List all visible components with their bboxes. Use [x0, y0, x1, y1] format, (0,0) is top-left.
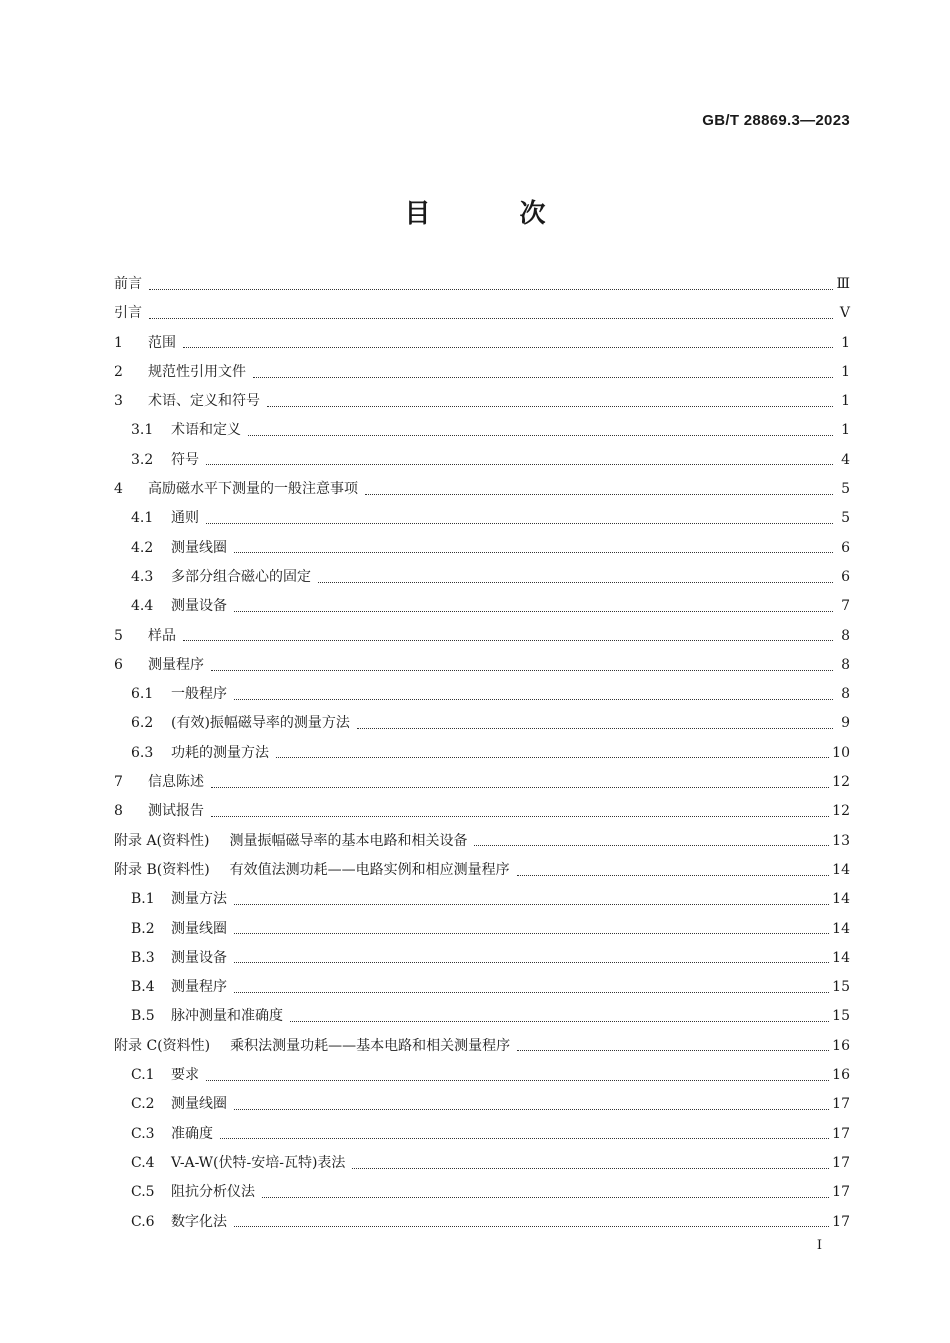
toc-entry-page: 9 — [841, 715, 850, 732]
leader-dots — [517, 868, 830, 876]
toc-entry-page: 13 — [832, 832, 850, 849]
toc-entry-label: 一般程序 — [171, 686, 227, 703]
toc-entry-page: 7 — [841, 598, 850, 615]
leader-dots — [365, 487, 833, 495]
toc-entry-label: 引言 — [114, 305, 142, 322]
leader-dots — [211, 809, 829, 817]
toc-entry[interactable] — [114, 1032, 850, 1061]
toc-entry-number: 6.3 — [131, 744, 154, 761]
toc-entry-label: 有效值法测功耗——电路实例和相应测量程序 — [229, 861, 510, 878]
toc-entry[interactable] — [114, 768, 850, 797]
toc-entry-page: 5 — [841, 481, 850, 498]
toc-entry-label: 样品 — [148, 627, 176, 644]
toc-entry-label: 准确度 — [171, 1125, 213, 1142]
toc-entry[interactable] — [114, 973, 850, 1002]
toc-entry-page: 8 — [841, 627, 850, 644]
toc-entry[interactable] — [114, 592, 850, 621]
toc-entry-page: 4 — [841, 451, 850, 468]
toc-entry-label: (有效)振幅磁导率的测量方法 — [171, 715, 350, 732]
toc-entry-label: 测量程序 — [148, 656, 204, 673]
toc-entry-page: 10 — [832, 744, 850, 761]
toc-entry-label: 测试报告 — [148, 803, 204, 820]
toc-entry-number: C.1 — [131, 1067, 155, 1084]
toc-entry-page: 17 — [832, 1154, 850, 1171]
toc-entry-number: 4.1 — [131, 510, 154, 527]
leader-dots — [248, 428, 833, 436]
toc-entry-label: 术语、定义和符号 — [148, 393, 260, 410]
toc-entry-page: 17 — [832, 1213, 850, 1230]
toc-entry-number: 4.4 — [131, 598, 154, 615]
toc-entry[interactable] — [114, 915, 850, 944]
toc-entry[interactable] — [114, 651, 850, 680]
toc-entry-page: 17 — [832, 1184, 850, 1201]
toc-entry-number: 6 — [114, 656, 123, 673]
toc-entry-page: 14 — [832, 920, 850, 937]
toc-entry[interactable] — [114, 1120, 850, 1149]
leader-dots — [149, 311, 833, 319]
toc-entry[interactable] — [114, 1090, 850, 1119]
toc-entry-number: 7 — [114, 774, 123, 791]
leader-dots — [211, 780, 829, 788]
toc-entry-label: 测量方法 — [171, 891, 227, 908]
toc-entry[interactable] — [114, 504, 850, 533]
toc-entry-number: B.2 — [131, 920, 155, 937]
toc-entry-page: 17 — [832, 1096, 850, 1113]
leader-dots — [262, 1190, 829, 1198]
toc-entry-label: 测量线圈 — [171, 1096, 227, 1113]
standard-number: GB/T 28869.3—2023 — [702, 112, 850, 129]
toc-entry-number: B.1 — [131, 891, 155, 908]
toc-entry-label: 要求 — [171, 1067, 199, 1084]
toc-entry-page: 14 — [832, 891, 850, 908]
leader-dots — [234, 692, 833, 700]
toc-entry-label: 符号 — [171, 451, 199, 468]
toc-entry-number: 6.2 — [131, 715, 154, 732]
leader-dots — [211, 663, 833, 671]
toc-entry-label: 通则 — [171, 510, 199, 527]
toc-entry-page: 12 — [832, 803, 850, 820]
toc-entry-number: 附录 B(资料性) — [114, 861, 210, 878]
toc-entry-number: 8 — [114, 803, 123, 820]
toc-entry-label: 术语和定义 — [171, 422, 241, 439]
toc-entry[interactable] — [114, 709, 850, 738]
toc-entry[interactable] — [114, 475, 850, 504]
toc-entry-number: 5 — [114, 627, 123, 644]
toc-entry-page: 15 — [832, 979, 850, 996]
leader-dots — [234, 545, 833, 553]
toc-entry-number: 3.1 — [131, 422, 154, 439]
toc-entry-label: 前言 — [114, 276, 142, 292]
leader-dots — [220, 1131, 829, 1139]
toc-entry-number: 4 — [114, 481, 123, 498]
toc-entry[interactable] — [114, 329, 850, 358]
toc-entry[interactable] — [114, 797, 850, 826]
toc-entry-page: 8 — [841, 686, 850, 703]
toc-entry-label: 多部分组合磁心的固定 — [171, 568, 311, 585]
toc-entry-page: 14 — [832, 949, 850, 966]
leader-dots — [234, 1219, 829, 1227]
toc-entry-number: 2 — [114, 363, 123, 380]
toc-entry-number: B.3 — [131, 949, 155, 966]
leader-dots — [234, 955, 829, 963]
toc-entry-number: C.2 — [131, 1096, 155, 1113]
toc-entry-page: 1 — [841, 363, 850, 380]
leader-dots — [357, 721, 833, 729]
leader-dots — [206, 1073, 829, 1081]
leader-dots — [234, 1102, 829, 1110]
toc-entry-page: 6 — [841, 539, 850, 556]
toc-entry-number: C.3 — [131, 1125, 155, 1142]
toc-entry[interactable] — [114, 1149, 850, 1178]
leader-dots — [234, 926, 829, 934]
toc-entry-number: B.5 — [131, 1008, 155, 1025]
toc-entry[interactable] — [114, 416, 850, 445]
toc-entry-label: 功耗的测量方法 — [171, 744, 269, 761]
leader-dots — [352, 1161, 829, 1169]
toc-entry-number: 3.2 — [131, 451, 154, 468]
toc-entry-label: 范围 — [148, 334, 176, 351]
toc-entry[interactable] — [114, 270, 850, 299]
toc-entry-label: 乘积法测量功耗——基本电路和相关测量程序 — [230, 1037, 511, 1054]
leader-dots — [253, 370, 833, 378]
toc-entry-number: 1 — [114, 334, 123, 351]
toc-entry-label: 信息陈述 — [148, 774, 204, 791]
toc-entry-label: 测量线圈 — [171, 539, 227, 556]
toc-entry-page: Ⅴ — [839, 305, 850, 322]
toc-entry-number: C.6 — [131, 1213, 155, 1230]
toc-entry[interactable] — [114, 827, 850, 856]
toc-entry-page: 15 — [832, 1008, 850, 1025]
leader-dots — [234, 897, 829, 905]
leader-dots — [318, 575, 833, 583]
toc-entry-page: Ⅲ — [836, 276, 850, 292]
leader-dots — [183, 633, 833, 641]
leader-dots — [474, 838, 829, 846]
toc-entry[interactable] — [114, 739, 850, 768]
toc-entry-page: 16 — [832, 1037, 850, 1054]
toc-entry-number: B.4 — [131, 979, 155, 996]
toc-entry[interactable] — [114, 358, 850, 387]
toc-entry-label: 测量振幅磁导率的基本电路和相关设备 — [229, 832, 468, 849]
leader-dots — [183, 340, 833, 348]
toc-entry-page: 1 — [841, 393, 850, 410]
toc-entry-label: 测量程序 — [171, 979, 227, 996]
toc-entry-number: C.5 — [131, 1184, 155, 1201]
toc-entry-label: V-A-W(伏特-安培-瓦特)表法 — [171, 1154, 346, 1171]
toc-entry-label: 测量设备 — [171, 598, 227, 615]
leader-dots — [267, 399, 833, 407]
table-of-contents — [114, 270, 850, 1237]
toc-entry[interactable] — [114, 299, 850, 328]
leader-dots — [517, 1043, 829, 1051]
toc-entry[interactable] — [114, 622, 850, 651]
toc-entry-page: 5 — [841, 510, 850, 527]
toc-entry-number: 4.3 — [131, 568, 154, 585]
toc-entry-page: 1 — [841, 422, 850, 439]
leader-dots — [234, 604, 833, 612]
toc-entry-page: 17 — [832, 1125, 850, 1142]
leader-dots — [234, 985, 829, 993]
toc-entry-number: 附录 A(资料性) — [114, 832, 210, 849]
toc-entry-label: 阻抗分析仪法 — [171, 1184, 255, 1201]
toc-entry-number: 附录 C(资料性) — [114, 1037, 211, 1054]
toc-entry[interactable] — [114, 680, 850, 709]
leader-dots — [290, 1014, 829, 1022]
toc-entry-page: 14 — [832, 861, 850, 878]
toc-entry-number: 6.1 — [131, 686, 154, 703]
toc-entry[interactable] — [114, 1002, 850, 1031]
toc-entry-page: 16 — [832, 1067, 850, 1084]
leader-dots — [206, 457, 833, 465]
toc-entry[interactable] — [114, 1208, 850, 1237]
toc-entry[interactable] — [114, 885, 850, 914]
toc-entry[interactable] — [114, 856, 850, 885]
toc-entry[interactable] — [114, 563, 850, 592]
toc-entry-label: 脉冲测量和准确度 — [171, 1008, 283, 1025]
toc-entry-label: 规范性引用文件 — [148, 363, 246, 380]
toc-entry-number: 4.2 — [131, 539, 154, 556]
leader-dots — [149, 282, 833, 290]
toc-entry[interactable] — [114, 446, 850, 475]
toc-entry[interactable] — [114, 534, 850, 563]
toc-entry[interactable] — [114, 1061, 850, 1090]
page-number: I — [816, 1238, 822, 1253]
toc-entry[interactable] — [114, 944, 850, 973]
toc-entry-page: 12 — [832, 774, 850, 791]
toc-entry-label: 测量设备 — [171, 949, 227, 966]
toc-entry-page: 1 — [841, 334, 850, 351]
toc-entry-label: 测量线圈 — [171, 920, 227, 937]
toc-entry[interactable] — [114, 1178, 850, 1207]
toc-entry[interactable] — [114, 387, 850, 416]
toc-entry-number: 3 — [114, 393, 123, 410]
page-title: 目 次 — [404, 199, 586, 229]
toc-entry-label: 数字化法 — [171, 1213, 227, 1230]
toc-entry-label: 高励磁水平下测量的一般注意事项 — [148, 481, 358, 498]
toc-entry-number: C.4 — [131, 1154, 155, 1171]
toc-entry-page: 6 — [841, 568, 850, 585]
leader-dots — [276, 750, 829, 758]
toc-entry-page: 8 — [841, 656, 850, 673]
leader-dots — [206, 516, 833, 524]
